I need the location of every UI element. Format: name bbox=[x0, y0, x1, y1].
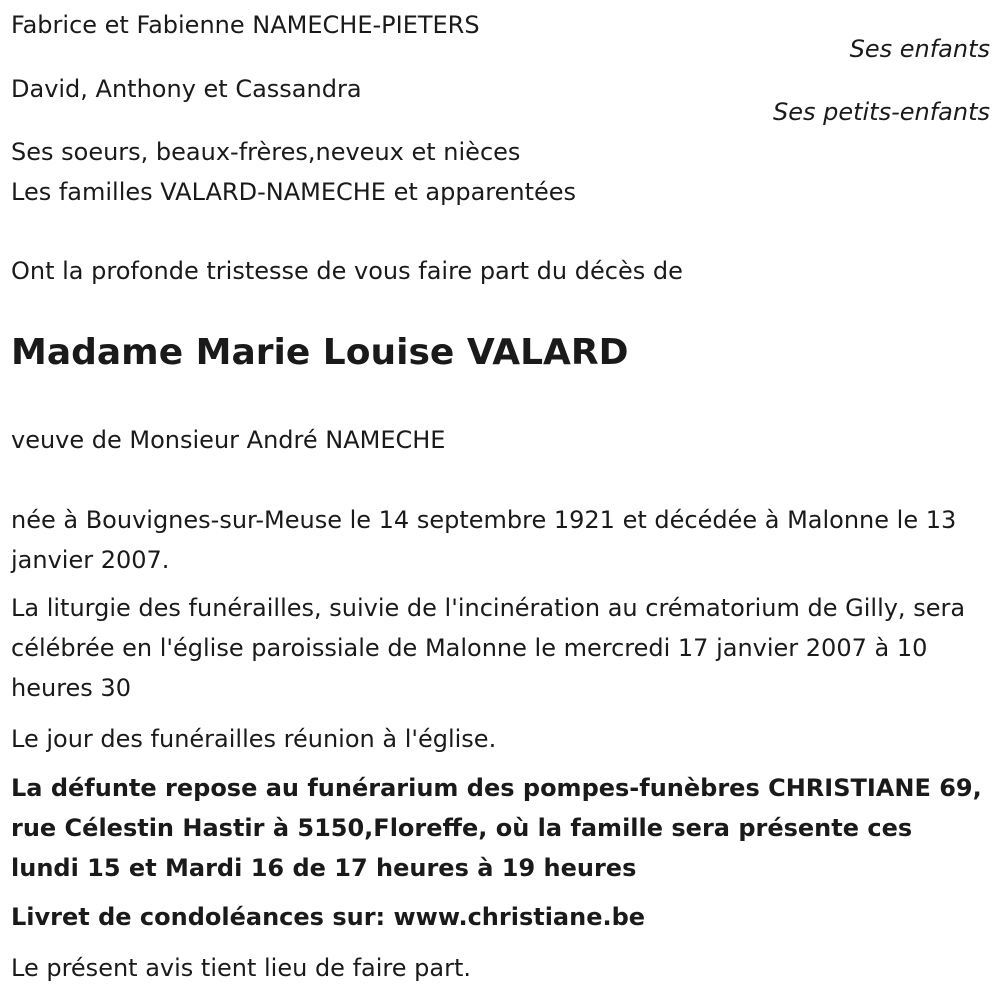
relatives-families: Les familles VALARD-NAMECHE et apparentées bbox=[11, 178, 577, 206]
birth-death-text: née à Bouvignes-sur-Meuse le 14 septembre 1921 et décédée à Malonne le 13 janvier 2007. bbox=[11, 506, 957, 574]
condolences-text: Livret de condoléances sur: www.christiane.be bbox=[11, 903, 646, 931]
funerarium-text: La défunte repose au funérarium des pompes-funèbres CHRISTIANE 69, rue Célestin Hastir à 5150,Floreffe, où la famille sera présente ces lundi 15 et Mardi 16 de 17 heures à 19 heures bbox=[11, 774, 982, 882]
announcement-text: Ont la profonde tristesse de vous faire part du décès de bbox=[11, 257, 683, 285]
notice-text: Le présent avis tient lieu de faire part. bbox=[11, 954, 471, 982]
grandchildren-role: Ses petits-enfants bbox=[772, 98, 990, 126]
children-role: Ses enfants bbox=[849, 35, 990, 63]
grandchildren-names: David, Anthony et Cassandra bbox=[11, 75, 362, 103]
children-names: Fabrice et Fabienne NAMECHE-PIETERS bbox=[11, 11, 480, 39]
meeting-text: Le jour des funérailles réunion à l'église. bbox=[11, 725, 497, 753]
relatives-siblings: Ses soeurs, beaux-frères,neveux et nièces bbox=[11, 138, 521, 166]
widow-of-text: veuve de Monsieur André NAMECHE bbox=[11, 426, 446, 454]
liturgy-text: La liturgie des funérailles, suivie de l'incinération au crématorium de Gilly, sera célébrée en l'église paroissiale de Malonne le mercredi 17 janvier 2007 à 10 heures 30 bbox=[11, 594, 966, 702]
deceased-name: Madame Marie Louise VALARD bbox=[11, 332, 629, 373]
